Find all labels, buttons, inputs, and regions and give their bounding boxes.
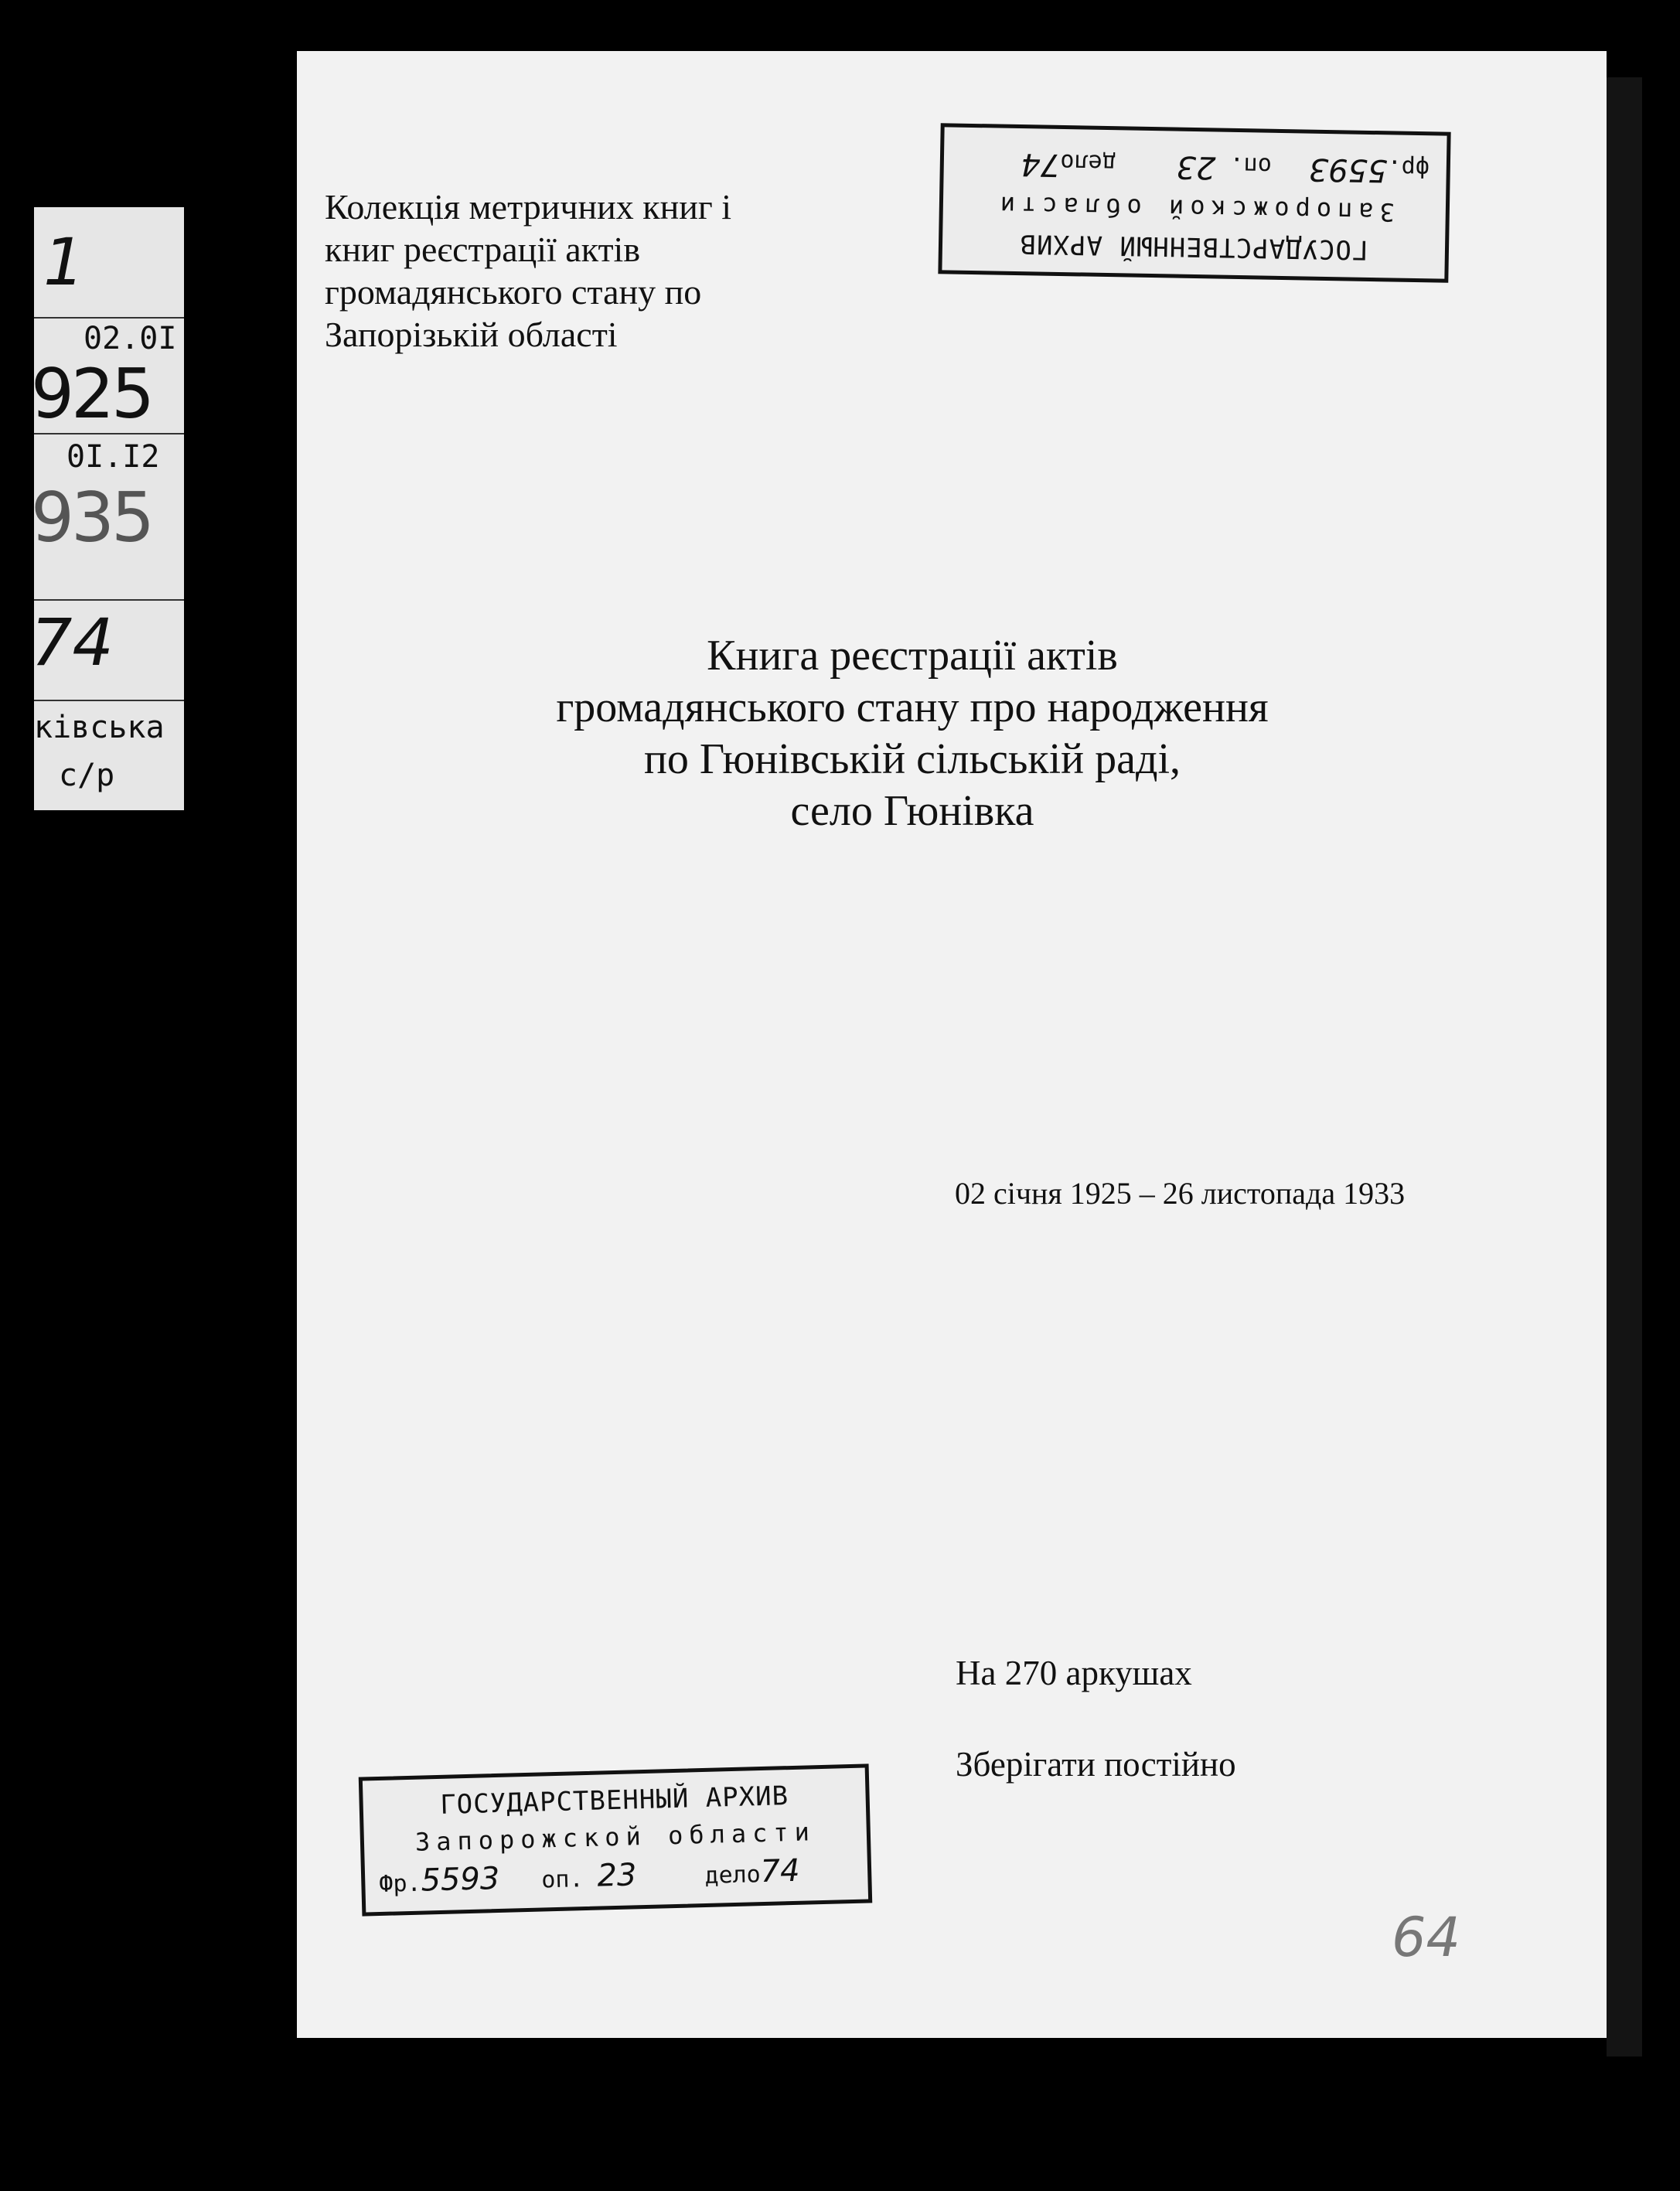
stamp-reference xyxy=(365,1851,868,1900)
stamp-fond-label: Фр. xyxy=(378,1869,422,1899)
spine-end-date: 0I.I2 xyxy=(66,439,160,475)
spine-divider xyxy=(34,599,184,601)
collection-title-line: Колекція метричних книг і xyxy=(325,187,731,227)
spine-end-year: 935 xyxy=(31,478,152,557)
retention-note: Зберігати постійно xyxy=(956,1745,1236,1784)
stamp-archive-name: ГОСУДАРСТВЕННЫЙ АРХИВ xyxy=(439,1780,789,1821)
stamp-delo-value: 74 xyxy=(760,1852,801,1890)
stamp-delo-label: дело xyxy=(1060,148,1116,177)
book-title-line: по Гюнівській сільській раді, xyxy=(643,735,1181,783)
stamp-delo-value: 74 xyxy=(1021,146,1061,182)
book-title-line: село Гюнівка xyxy=(790,787,1034,835)
spine-divider xyxy=(34,700,184,701)
stamp-fond-value: 5593 xyxy=(1308,151,1388,189)
stamp-opis-label: оп. xyxy=(1229,151,1273,179)
sheet-count: На 270 аркушах xyxy=(956,1654,1192,1692)
stamp-region: Запорожской области xyxy=(414,1817,816,1857)
stamp-fond-label: фр. xyxy=(1387,154,1430,182)
collection-title xyxy=(325,186,820,356)
archive-stamp xyxy=(359,1763,872,1916)
stamp-opis-label: оп. xyxy=(540,1866,584,1894)
spine-file-number: 74 xyxy=(31,605,114,680)
spine-start-year: 925 xyxy=(31,354,152,434)
stamp-opis-value: 23 xyxy=(1176,148,1216,186)
date-range: 02 січня 1925 – 26 листопада 1933 xyxy=(955,1176,1406,1211)
collection-title-line: громадянського стану по xyxy=(325,272,702,312)
spine-divider xyxy=(34,317,184,319)
stamp-archive-name: ГОСУДАРСТВЕННЫЙ АРХИВ xyxy=(1019,228,1368,265)
stamp-reference xyxy=(943,145,1447,189)
stamp-delo-label: дело xyxy=(704,1861,762,1889)
page-number: 64 xyxy=(1392,1906,1461,1969)
stamp-fond-value: 5593 xyxy=(420,1860,500,1899)
spine-council-line1: ківська xyxy=(34,710,165,745)
archive-stamp-inverted xyxy=(938,123,1450,282)
collection-title-line: Запорізькій області xyxy=(325,315,618,354)
spine-start-date: 02.0I xyxy=(83,321,177,356)
stamp-region: Запорожской области xyxy=(993,190,1395,227)
spine-council-line2: с/р xyxy=(59,758,115,793)
spine-fond-digit: 1 xyxy=(43,224,85,300)
book-title xyxy=(433,630,1392,837)
page-edge-shadow xyxy=(1607,77,1642,2056)
book-title-line: громадянського стану про народження xyxy=(556,683,1269,731)
collection-title-line: книг реєстрації актів xyxy=(325,230,641,269)
stamp-opis-value: 23 xyxy=(596,1857,638,1894)
book-title-line: Книга реєстрації актів xyxy=(707,632,1118,680)
